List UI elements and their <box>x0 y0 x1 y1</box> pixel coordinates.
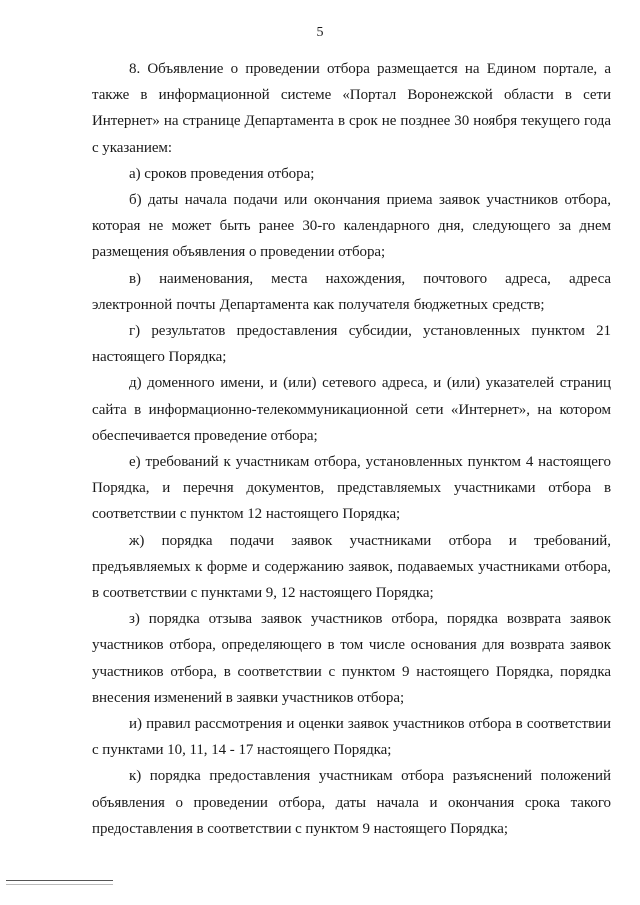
footer-rule <box>6 880 113 881</box>
footer-rule-shadow <box>6 884 113 885</box>
paragraph-item-a: а) сроков проведения отбора; <box>129 165 315 182</box>
paragraph-item-g: г) результатов предоставления субсидии, установленных пунктом 21 настоящего Порядка; <box>92 323 611 366</box>
paragraph-item-e: е) требований к участникам отбора, установленных пунктом 4 настоящего Порядка, и перечня документов, представляемых участниками отбора в соответствии с пунктом 12 настоящего Порядка; <box>92 454 611 523</box>
paragraph-8-intro: 8. Объявление о проведении отбора размещается на Едином портале, а также в информационной системе «Портал Воронежской области в сети Интернет» на странице Департамента в срок не позднее 30 ноября текущего года с указанием: <box>92 61 611 156</box>
document-body <box>92 56 611 842</box>
paragraph-item-b: б) даты начала подачи или окончания приема заявок участников отбора, которая не может быть ранее 30-го календарного дня, следующего за днем размещения объявления о проведении отбора; <box>92 192 611 261</box>
paragraph-item-z: з) порядка отзыва заявок участников отбора, порядка возврата заявок участников отбора, определяющего в том числе основания для возврата заявок участников отбора, в соответствии с пунктом 9 настоящего Порядка, порядка внесения изменений в заявки участников отбора; <box>92 611 611 706</box>
paragraph-item-k: к) порядка предоставления участникам отбора разъяснений положений объявления о проведении отбора, даты начала и окончания срока такого предоставления в соответствии с пунктом 9 настоящего Порядка; <box>92 768 611 837</box>
paragraph-item-zh: ж) порядка подачи заявок участниками отбора и требований, предъявляемых к форме и содержанию заявок, подаваемых участниками отбора, в соответствии с пунктами 9, 12 настоящего Порядка; <box>92 532 611 602</box>
page-number: 5 <box>316 25 324 40</box>
paragraph-item-d: д) доменного имени, и (или) сетевого адреса, и (или) указателей страниц сайта в информационно-телекоммуникационной сети «Интернет», на котором обеспечивается проведение отбора; <box>92 375 611 444</box>
paragraph-item-i: и) правил рассмотрения и оценки заявок участников отбора в соответствии с пунктами 10, 11, 14 - 17 настоящего Порядка; <box>92 716 611 759</box>
paragraph-item-v: в) наименования, места нахождения, почтового адреса, адреса электронной почты Департамента как получателя бюджетных средств; <box>92 270 611 313</box>
